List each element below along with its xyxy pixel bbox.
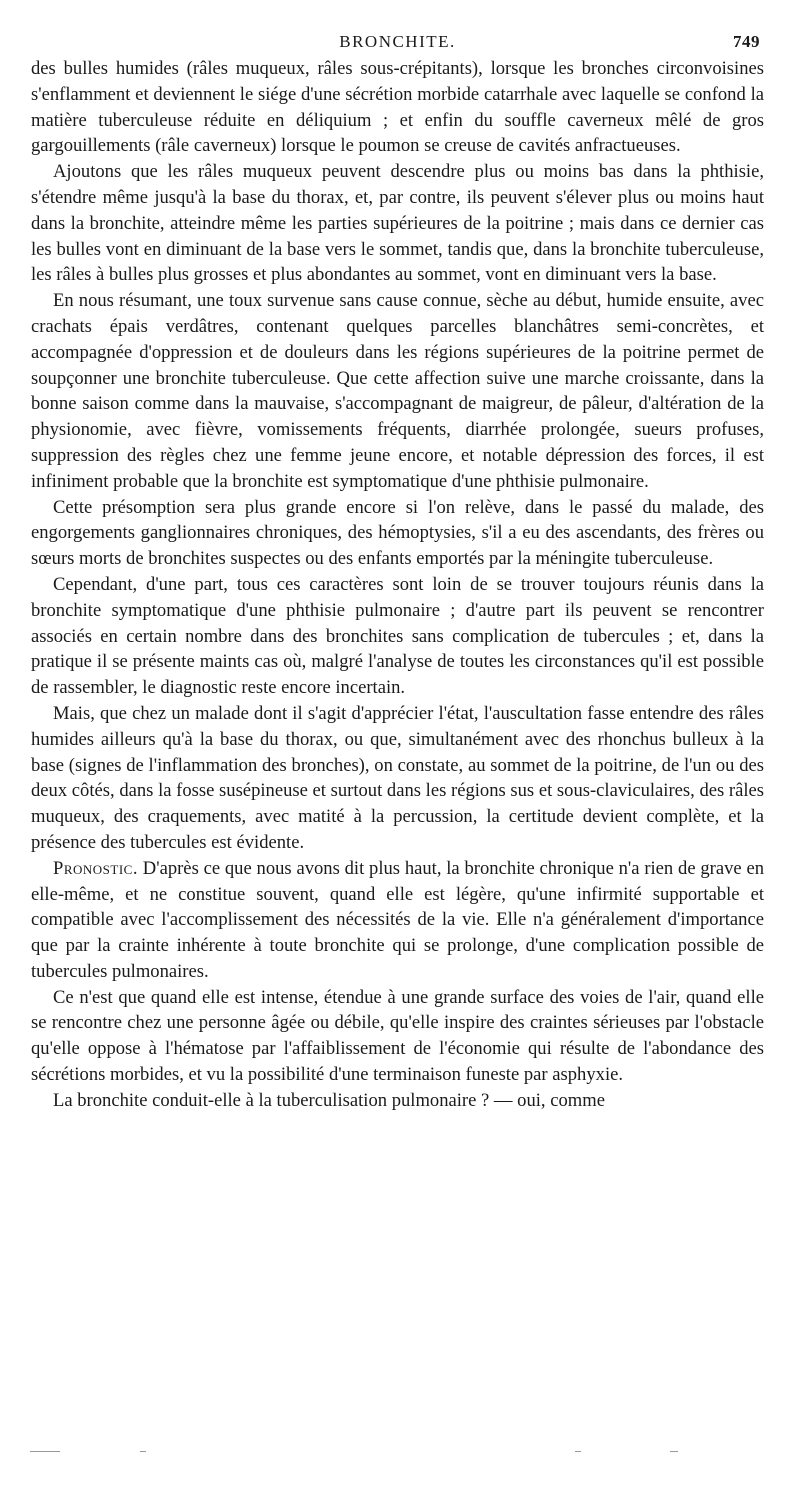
- page-number: 749: [733, 32, 760, 51]
- paragraph: Ce n'est que quand elle est intense, étendue à une grande surface des voies de l'air, quand elle se rencontre chez une personne âgée ou débile, qu'elle inspire des craintes sérieuses par l'obstacle qu'elle oppose à l'hématose par l'affaiblissement de l'économie qui résulte de l'abondance des sécrétions morbides, et vu la possibilité d'une terminaison funeste par asphyxie.: [31, 986, 764, 1086]
- paragraph-text: D'après ce que nous avons dit plus haut, la bronchite chronique n'a rien de grave en elle-même, et ne constitue souvent, quand elle est légère, qu'une infirmité supportable et compatible avec l'accomplissement des nécessités de la vie. Elle n'a généralement d'importance que par la crainte inhérente à toute bronchite qui se prolonge, d'une complication possible de tubercules pulmonaires.: [31, 857, 764, 982]
- running-header: [31, 30, 764, 56]
- running-title: BRONCHITE.: [339, 32, 456, 51]
- paragraph: Cette présomption sera plus grande encore si l'on relève, dans le passé du malade, des engorgements ganglionnaires chroniques, des hémoptysies, s'il a eu des ascendants, des frères ou sœurs morts de bronchites suspectes ou des enfants emportés par la méningite tuberculeuse.: [31, 496, 764, 570]
- paragraph: Ajoutons que les râles muqueux peuvent descendre plus ou moins bas dans la phthisie, s'étendre même jusqu'à la base du thorax, et, par contre, ils peuvent s'élever plus ou moins haut dans la bronchite, atteindre même les parties supérieures de la poitrine ; mais dans ce dernier cas les bulles vont en diminuant de la base vers le sommet, tandis que, dans la bronchite tuberculeuse, les râles à bulles plus grosses et plus abondantes au sommet, vont en diminuant vers la base.: [31, 161, 764, 286]
- paragraph: des bulles humides (râles muqueux, râles sous-crépitants), lorsque les bronches circonvoisines s'enflamment et deviennent le siége d'une sécrétion morbide catarrhale avec laquelle se confond la matière tuberculeuse réduite en déliquium ; et enfin du souffle caverneux mêlé de gros gargouillements (râle caverneux) lorsque le poumon se creuse de cavités anfractueuses.: [31, 58, 764, 157]
- body-text: [31, 56, 764, 1114]
- document-page: [31, 30, 764, 1114]
- paragraph: Cependant, d'une part, tous ces caractères sont loin de se trouver toujours réunis dans la bronchite symptomatique d'une phthisie pulmonaire ; d'autre part ils peuvent se rencontrer associés en certain nombre dans des bronchites sans complication de tubercules ; et, dans la pratique il se présente maints cas où, malgré l'analyse de toutes les circonstances qu'il est possible de rassembler, le diagnostic reste encore incertain.: [31, 573, 764, 699]
- paragraph: En nous résumant, une toux survenue sans cause connue, sèche au début, humide ensuite, avec crachats épais verdâtres, contenant quelques parcelles blanchâtres semi-concrètes, et accompagnée d'oppression et de douleurs dans les régions supérieures de la poitrine permet de soupçonner une bronchite tuberculeuse. Que cette affection suive une marche croissante, dans la bonne saison comme dans la mauvaise, s'accompagnant de maigreur, de pâleur, d'altération de la physionomie, avec fièvre, vomissements fréquents, diarrhée prolongée, sueurs profuses, suppression des règles chez une femme jeune encore, et notable dépression des forces, il est infiniment probable que la bronchite est symptomatique d'une phthisie pulmonaire.: [31, 290, 764, 492]
- page-edge-marks: [30, 1451, 730, 1457]
- paragraph-pronostic: [31, 856, 764, 985]
- section-lead: Pronostic.: [53, 857, 138, 879]
- paragraph: La bronchite conduit-elle à la tuberculisation pulmonaire ? — oui, comme: [53, 1089, 605, 1111]
- paragraph: Mais, que chez un malade dont il s'agit d'apprécier l'état, l'auscultation fasse entendre des râles humides ailleurs qu'à la base du thorax, ou que, simultanément avec des rhonchus bulleux à la base (signes de l'inflammation des bronches), on constate, au sommet de la poitrine, de l'un ou des deux côtés, dans la fosse susépineuse et surtout dans les régions sus et sous-claviculaires, des râles muqueux, des craquements, avec matité à la percussion, la certitude devient complète, et la présence des tubercules est évidente.: [31, 702, 764, 853]
